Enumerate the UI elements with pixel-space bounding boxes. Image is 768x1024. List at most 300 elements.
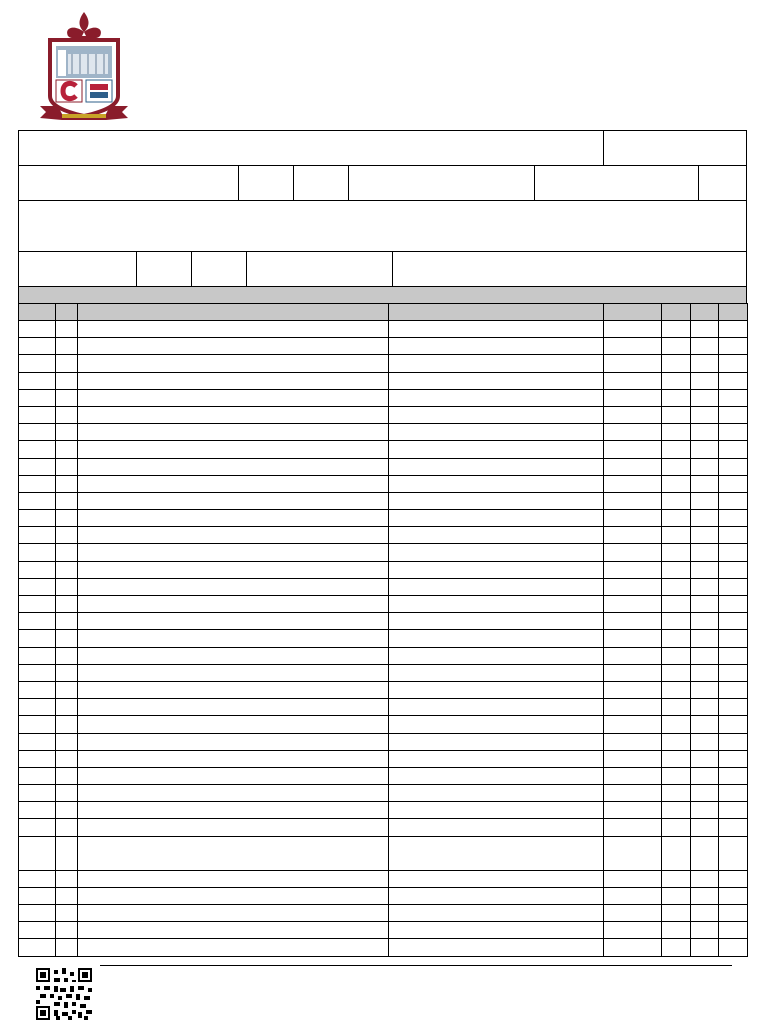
table-cell bbox=[19, 802, 56, 819]
table-cell bbox=[19, 510, 56, 527]
table-cell bbox=[719, 733, 748, 750]
detail-cell-5 bbox=[393, 252, 746, 286]
table-cell bbox=[78, 475, 389, 492]
table-cell bbox=[662, 767, 691, 784]
table-cell bbox=[691, 561, 719, 578]
table-cell bbox=[604, 372, 662, 389]
table-cell bbox=[662, 372, 691, 389]
table-cell bbox=[19, 544, 56, 561]
table-cell bbox=[719, 819, 748, 836]
table-cell bbox=[719, 424, 748, 441]
table-cell bbox=[56, 785, 78, 802]
table-cell bbox=[389, 338, 604, 355]
table-cell bbox=[19, 492, 56, 509]
table-cell bbox=[719, 561, 748, 578]
table-cell bbox=[78, 922, 389, 939]
table-cell bbox=[78, 785, 389, 802]
detail-cell-2 bbox=[137, 252, 192, 286]
table-cell bbox=[604, 321, 662, 338]
table-cell bbox=[19, 596, 56, 613]
table-cell bbox=[78, 389, 389, 406]
table-cell bbox=[691, 716, 719, 733]
table-row bbox=[19, 372, 748, 389]
table-row bbox=[19, 767, 748, 784]
table-cell bbox=[604, 870, 662, 887]
table-cell bbox=[662, 304, 691, 321]
table-cell bbox=[604, 819, 662, 836]
table-cell bbox=[56, 939, 78, 956]
table-cell bbox=[389, 681, 604, 698]
table-cell bbox=[19, 630, 56, 647]
table-cell bbox=[691, 939, 719, 956]
table-cell bbox=[78, 596, 389, 613]
table-cell bbox=[78, 304, 389, 321]
header-row-4 bbox=[18, 251, 747, 287]
table-cell bbox=[78, 767, 389, 784]
table-cell bbox=[19, 750, 56, 767]
table-row bbox=[19, 716, 748, 733]
table-row bbox=[19, 544, 748, 561]
table-row bbox=[19, 819, 748, 836]
table-cell bbox=[389, 304, 604, 321]
table-cell bbox=[662, 544, 691, 561]
table-cell bbox=[78, 527, 389, 544]
table-cell bbox=[56, 750, 78, 767]
detail-cell-3 bbox=[192, 252, 247, 286]
table-cell bbox=[56, 458, 78, 475]
table-cell bbox=[78, 321, 389, 338]
table-cell bbox=[78, 647, 389, 664]
table-cell bbox=[604, 510, 662, 527]
table-cell bbox=[78, 578, 389, 595]
table-cell bbox=[78, 819, 389, 836]
table-cell bbox=[389, 544, 604, 561]
table-cell bbox=[19, 475, 56, 492]
table-cell bbox=[662, 870, 691, 887]
table-cell bbox=[19, 355, 56, 372]
table-cell bbox=[604, 699, 662, 716]
table-cell bbox=[56, 424, 78, 441]
table-cell bbox=[56, 372, 78, 389]
info-cell-6 bbox=[699, 166, 746, 200]
table-cell bbox=[691, 527, 719, 544]
table-cell bbox=[719, 338, 748, 355]
table-cell bbox=[389, 527, 604, 544]
table-cell bbox=[56, 441, 78, 458]
table-cell bbox=[389, 613, 604, 630]
table-cell bbox=[19, 836, 56, 870]
table-cell bbox=[662, 664, 691, 681]
table-cell bbox=[662, 355, 691, 372]
table-cell bbox=[389, 699, 604, 716]
table-cell bbox=[604, 733, 662, 750]
table-cell bbox=[604, 561, 662, 578]
table-cell bbox=[691, 338, 719, 355]
table-cell bbox=[691, 630, 719, 647]
table-cell bbox=[389, 905, 604, 922]
table-cell bbox=[19, 939, 56, 956]
table-cell bbox=[662, 578, 691, 595]
table-cell bbox=[719, 767, 748, 784]
table-row bbox=[19, 939, 748, 956]
table-cell bbox=[389, 630, 604, 647]
table-cell bbox=[56, 699, 78, 716]
footer-divider bbox=[100, 965, 732, 966]
table-row bbox=[19, 492, 748, 509]
table-row bbox=[19, 475, 748, 492]
table-cell bbox=[719, 441, 748, 458]
table-cell bbox=[719, 596, 748, 613]
qr-code-icon bbox=[36, 968, 92, 1020]
info-cell-5 bbox=[535, 166, 699, 200]
table-cell bbox=[56, 647, 78, 664]
table-cell bbox=[19, 458, 56, 475]
table-cell bbox=[604, 544, 662, 561]
table-cell bbox=[56, 870, 78, 887]
table-cell bbox=[19, 527, 56, 544]
table-cell bbox=[389, 647, 604, 664]
table-cell bbox=[78, 355, 389, 372]
table-cell bbox=[389, 389, 604, 406]
table-cell bbox=[604, 578, 662, 595]
table-cell bbox=[691, 355, 719, 372]
table-cell bbox=[19, 681, 56, 698]
table-cell bbox=[78, 544, 389, 561]
table-cell bbox=[662, 441, 691, 458]
table-cell bbox=[691, 321, 719, 338]
table-cell bbox=[78, 939, 389, 956]
table-cell bbox=[719, 922, 748, 939]
table-row bbox=[19, 406, 748, 423]
table-cell bbox=[389, 578, 604, 595]
table-cell bbox=[56, 492, 78, 509]
table-cell bbox=[719, 630, 748, 647]
table-cell bbox=[719, 544, 748, 561]
table-cell bbox=[389, 836, 604, 870]
table-cell bbox=[389, 785, 604, 802]
table-cell bbox=[19, 424, 56, 441]
table-row bbox=[19, 836, 748, 870]
table-cell bbox=[662, 527, 691, 544]
table-row bbox=[19, 750, 748, 767]
table-cell bbox=[719, 870, 748, 887]
table-cell bbox=[78, 510, 389, 527]
table-cell bbox=[78, 406, 389, 423]
table-cell bbox=[719, 750, 748, 767]
table-cell bbox=[719, 802, 748, 819]
table-cell bbox=[662, 939, 691, 956]
table-cell bbox=[389, 355, 604, 372]
table-cell bbox=[604, 836, 662, 870]
record-table bbox=[18, 303, 747, 957]
table-cell bbox=[56, 510, 78, 527]
table-cell bbox=[604, 767, 662, 784]
table-cell bbox=[604, 681, 662, 698]
table-cell bbox=[662, 733, 691, 750]
table-cell bbox=[19, 785, 56, 802]
table-cell bbox=[389, 819, 604, 836]
table-cell bbox=[19, 441, 56, 458]
table-cell bbox=[56, 905, 78, 922]
table-cell bbox=[691, 424, 719, 441]
school-crest-icon bbox=[36, 10, 132, 122]
table-cell bbox=[719, 836, 748, 870]
table-cell bbox=[662, 647, 691, 664]
table-cell bbox=[719, 613, 748, 630]
table-cell bbox=[56, 389, 78, 406]
info-cell-4 bbox=[349, 166, 535, 200]
table-cell bbox=[78, 699, 389, 716]
table-cell bbox=[691, 406, 719, 423]
table-cell bbox=[691, 733, 719, 750]
table-cell bbox=[78, 733, 389, 750]
table-row bbox=[19, 441, 748, 458]
table-cell bbox=[719, 355, 748, 372]
table-cell bbox=[691, 802, 719, 819]
info-cell-1 bbox=[19, 166, 239, 200]
table-cell bbox=[19, 819, 56, 836]
table-row bbox=[19, 664, 748, 681]
record-table-grid bbox=[18, 303, 748, 957]
table-cell bbox=[56, 836, 78, 870]
table-cell bbox=[56, 733, 78, 750]
table-row bbox=[19, 389, 748, 406]
table-cell bbox=[719, 527, 748, 544]
table-row bbox=[19, 630, 748, 647]
table-cell bbox=[719, 458, 748, 475]
table-cell bbox=[389, 492, 604, 509]
table-cell bbox=[604, 527, 662, 544]
table-cell bbox=[691, 510, 719, 527]
table-cell bbox=[78, 870, 389, 887]
table-cell bbox=[56, 767, 78, 784]
table-cell bbox=[719, 664, 748, 681]
table-cell bbox=[56, 527, 78, 544]
table-cell bbox=[389, 922, 604, 939]
table-header-row bbox=[19, 304, 748, 321]
table-cell bbox=[662, 630, 691, 647]
table-row bbox=[19, 596, 748, 613]
table-cell bbox=[19, 922, 56, 939]
table-cell bbox=[389, 475, 604, 492]
table-cell bbox=[604, 355, 662, 372]
table-cell bbox=[604, 630, 662, 647]
table-cell bbox=[389, 939, 604, 956]
table-cell bbox=[604, 304, 662, 321]
table-cell bbox=[604, 905, 662, 922]
detail-cell-4 bbox=[247, 252, 393, 286]
table-cell bbox=[78, 716, 389, 733]
table-row bbox=[19, 802, 748, 819]
table-row bbox=[19, 355, 748, 372]
table-cell bbox=[78, 338, 389, 355]
table-cell bbox=[691, 544, 719, 561]
table-cell bbox=[604, 492, 662, 509]
table-cell bbox=[662, 887, 691, 904]
table-cell bbox=[389, 406, 604, 423]
table-cell bbox=[56, 406, 78, 423]
document-code-cell bbox=[604, 131, 746, 165]
table-cell bbox=[389, 664, 604, 681]
table-row bbox=[19, 733, 748, 750]
table-row bbox=[19, 699, 748, 716]
table-cell bbox=[78, 750, 389, 767]
table-cell bbox=[78, 887, 389, 904]
header-row-3 bbox=[18, 200, 747, 252]
table-cell bbox=[19, 767, 56, 784]
table-cell bbox=[719, 510, 748, 527]
table-cell bbox=[389, 372, 604, 389]
table-cell bbox=[389, 510, 604, 527]
table-cell bbox=[56, 544, 78, 561]
table-cell bbox=[719, 389, 748, 406]
table-cell bbox=[19, 905, 56, 922]
table-cell bbox=[691, 905, 719, 922]
table-cell bbox=[19, 304, 56, 321]
table-row bbox=[19, 561, 748, 578]
table-cell bbox=[604, 887, 662, 904]
table-cell bbox=[19, 372, 56, 389]
table-cell bbox=[604, 424, 662, 441]
table-cell bbox=[691, 785, 719, 802]
table-cell bbox=[78, 836, 389, 870]
table-cell bbox=[691, 458, 719, 475]
table-cell bbox=[691, 767, 719, 784]
table-cell bbox=[56, 613, 78, 630]
table-cell bbox=[389, 321, 604, 338]
table-cell bbox=[19, 870, 56, 887]
table-cell bbox=[56, 630, 78, 647]
table-cell bbox=[719, 699, 748, 716]
table-cell bbox=[604, 716, 662, 733]
table-cell bbox=[56, 475, 78, 492]
detail-cell-1 bbox=[19, 252, 137, 286]
table-cell bbox=[56, 561, 78, 578]
table-cell bbox=[78, 492, 389, 509]
table-cell bbox=[662, 596, 691, 613]
section-band bbox=[18, 286, 747, 304]
table-cell bbox=[389, 441, 604, 458]
table-cell bbox=[56, 681, 78, 698]
table-row bbox=[19, 922, 748, 939]
table-cell bbox=[78, 664, 389, 681]
table-cell bbox=[19, 887, 56, 904]
table-cell bbox=[604, 389, 662, 406]
table-cell bbox=[662, 475, 691, 492]
table-cell bbox=[662, 424, 691, 441]
table-row bbox=[19, 527, 748, 544]
table-cell bbox=[389, 716, 604, 733]
table-cell bbox=[662, 338, 691, 355]
description-cell bbox=[19, 201, 746, 251]
table-row bbox=[19, 905, 748, 922]
table-cell bbox=[56, 716, 78, 733]
table-cell bbox=[604, 939, 662, 956]
table-row bbox=[19, 424, 748, 441]
table-cell bbox=[78, 905, 389, 922]
table-cell bbox=[78, 441, 389, 458]
table-cell bbox=[719, 905, 748, 922]
table-cell bbox=[719, 372, 748, 389]
table-cell bbox=[78, 458, 389, 475]
table-cell bbox=[662, 699, 691, 716]
table-cell bbox=[691, 578, 719, 595]
table-cell bbox=[19, 389, 56, 406]
table-row bbox=[19, 321, 748, 338]
table-cell bbox=[604, 664, 662, 681]
table-cell bbox=[691, 613, 719, 630]
table-cell bbox=[19, 578, 56, 595]
table-cell bbox=[604, 802, 662, 819]
table-cell bbox=[719, 492, 748, 509]
table-cell bbox=[56, 578, 78, 595]
table-cell bbox=[19, 664, 56, 681]
table-cell bbox=[78, 561, 389, 578]
table-cell bbox=[19, 613, 56, 630]
table-row bbox=[19, 887, 748, 904]
table-cell bbox=[604, 406, 662, 423]
table-cell bbox=[78, 681, 389, 698]
table-cell bbox=[719, 647, 748, 664]
table-cell bbox=[662, 510, 691, 527]
header-row-2 bbox=[18, 165, 747, 201]
table-cell bbox=[19, 733, 56, 750]
table-cell bbox=[604, 922, 662, 939]
table-cell bbox=[691, 664, 719, 681]
table-cell bbox=[691, 441, 719, 458]
table-cell bbox=[56, 355, 78, 372]
table-cell bbox=[662, 819, 691, 836]
table-cell bbox=[691, 647, 719, 664]
table-cell bbox=[78, 372, 389, 389]
table-cell bbox=[691, 389, 719, 406]
table-cell bbox=[389, 887, 604, 904]
table-cell bbox=[719, 475, 748, 492]
table-cell bbox=[56, 802, 78, 819]
table-cell bbox=[56, 664, 78, 681]
table-cell bbox=[662, 458, 691, 475]
table-cell bbox=[691, 922, 719, 939]
table-cell bbox=[691, 819, 719, 836]
table-cell bbox=[662, 785, 691, 802]
table-row bbox=[19, 613, 748, 630]
table-cell bbox=[691, 887, 719, 904]
table-cell bbox=[719, 887, 748, 904]
table-cell bbox=[691, 596, 719, 613]
table-cell bbox=[662, 492, 691, 509]
table-cell bbox=[719, 321, 748, 338]
table-cell bbox=[719, 578, 748, 595]
table-cell bbox=[691, 475, 719, 492]
table-cell bbox=[691, 699, 719, 716]
table-cell bbox=[19, 699, 56, 716]
table-cell bbox=[691, 681, 719, 698]
table-cell bbox=[604, 458, 662, 475]
table-cell bbox=[662, 561, 691, 578]
table-cell bbox=[56, 304, 78, 321]
table-cell bbox=[691, 372, 719, 389]
table-cell bbox=[389, 424, 604, 441]
info-cell-3 bbox=[294, 166, 349, 200]
table-cell bbox=[719, 785, 748, 802]
table-cell bbox=[691, 492, 719, 509]
table-cell bbox=[604, 750, 662, 767]
info-cell-2 bbox=[239, 166, 294, 200]
table-cell bbox=[719, 304, 748, 321]
table-cell bbox=[662, 750, 691, 767]
header-row-1 bbox=[18, 130, 747, 166]
table-row bbox=[19, 510, 748, 527]
